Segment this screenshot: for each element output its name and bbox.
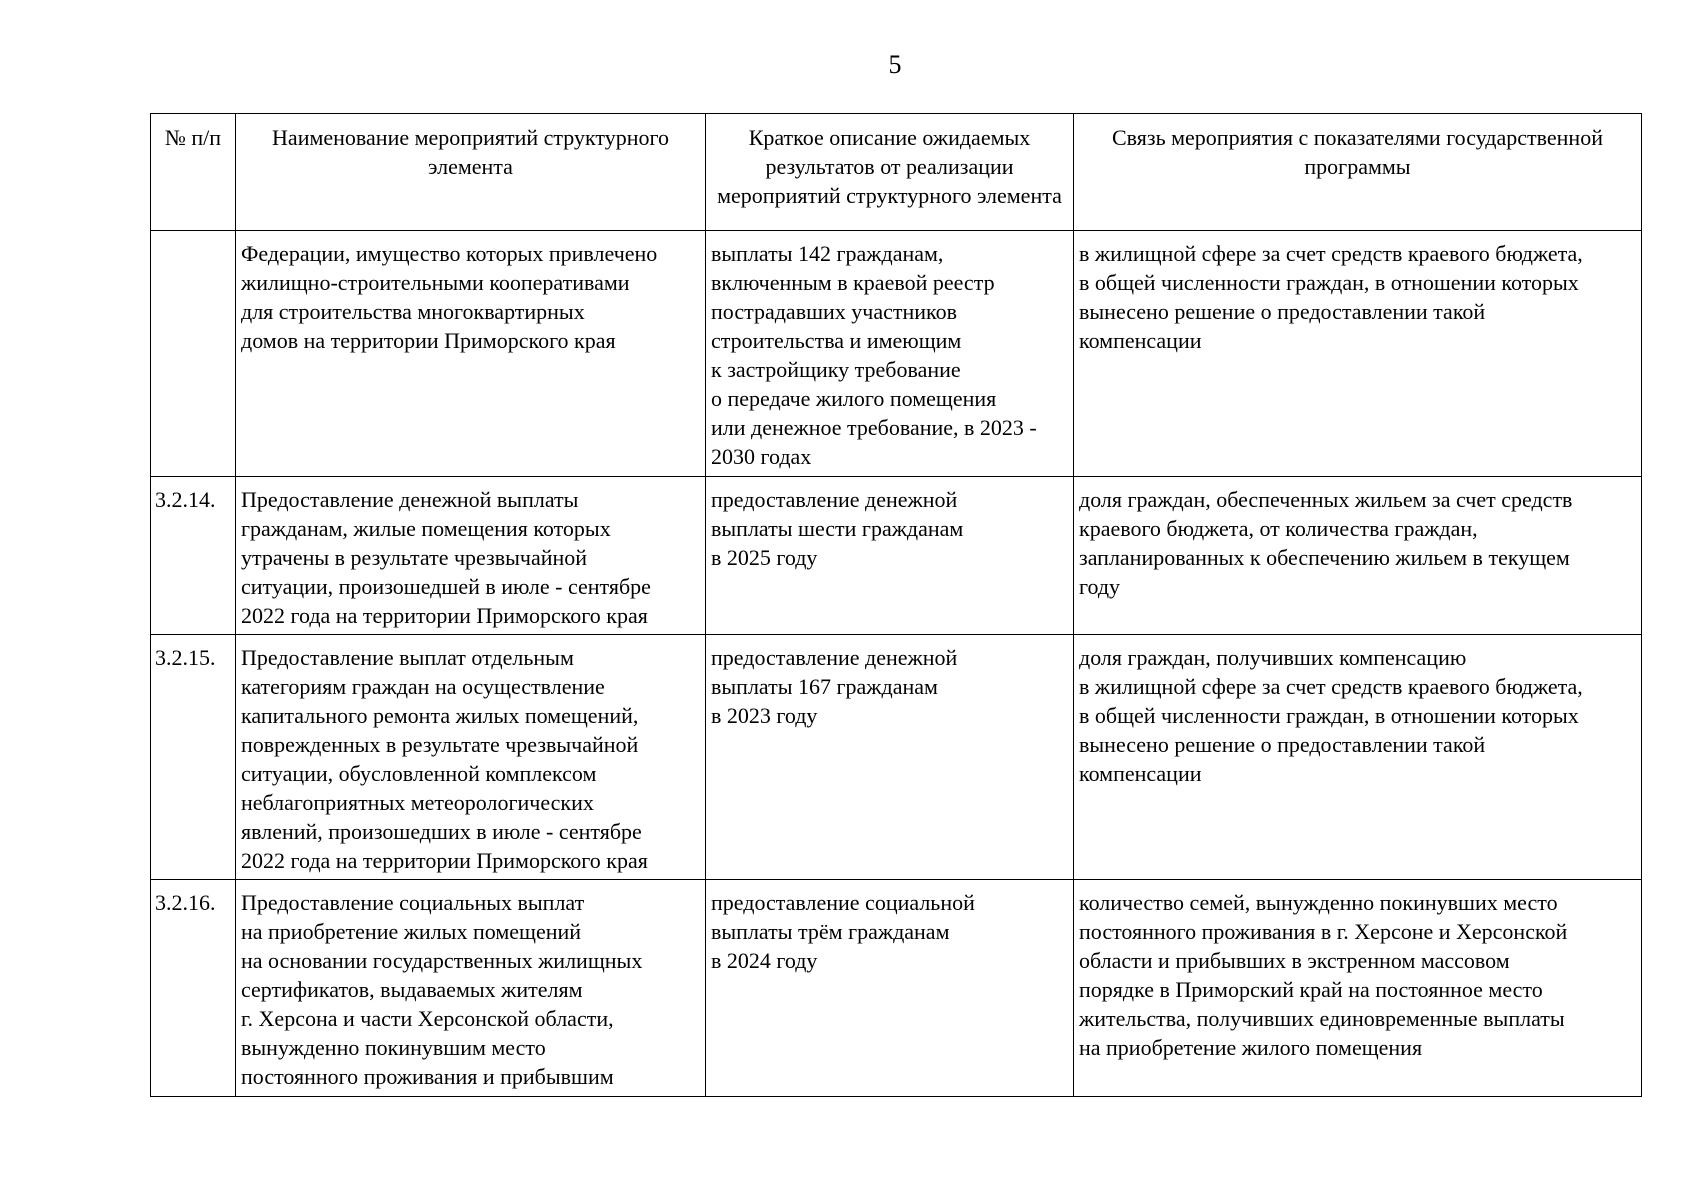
row-expected-result: выплаты 142 гражданам, включенным в краевой реестр пострадавших участников строительства и имеющим к застройщику требование о передаче жилого помещения или денежное требование, в 2023 - 2030 годах — [706, 231, 1074, 477]
row-expected-result: предоставление денежной выплаты шести гражданам в 2025 году — [706, 477, 1074, 635]
header-number: № п/п — [151, 114, 236, 231]
table-row — [151, 635, 1642, 880]
row-number: 3.2.16. — [151, 880, 236, 1097]
row-number: 3.2.14. — [151, 477, 236, 635]
row-measure-name: Предоставление денежной выплаты гражданам, жилые помещения которых утрачены в результате чрезвычайной ситуации, произошедшей в июле - сентябре 2022 года на территории Приморского края — [236, 477, 706, 635]
row-indicator-link: в жилищной сфере за счет средств краевого бюджета, в общей численности граждан, в отношении которых вынесено решение о предоставлении такой компенсации — [1074, 231, 1642, 477]
header-measure-name: Наименование мероприятий структурного элемента — [236, 114, 706, 231]
page-number: 5 — [888, 50, 902, 79]
row-number: 3.2.15. — [151, 635, 236, 880]
table-header-row — [151, 114, 1642, 231]
row-indicator-link: доля граждан, получивших компенсацию в жилищной сфере за счет средств краевого бюджета, в общей численности граждан, в отношении которых вынесено решение о предоставлении такой компенсации — [1074, 635, 1642, 880]
row-expected-result: предоставление денежной выплаты 167 гражданам в 2023 году — [706, 635, 1074, 880]
row-measure-name: Федерации, имущество которых привлечено жилищно-строительными кооперативами для строительства многоквартирных домов на территории Приморского края — [236, 231, 706, 477]
header-indicator-link: Связь мероприятия с показателями государственной программы — [1074, 114, 1642, 231]
measures-table — [150, 113, 1642, 1097]
row-indicator-link: доля граждан, обеспеченных жильем за счет средств краевого бюджета, от количества граждан, запланированных к обеспечению жильем в текущем году — [1074, 477, 1642, 635]
row-number — [151, 231, 236, 477]
table-row — [151, 231, 1642, 477]
header-expected-results: Краткое описание ожидаемых результатов от реализации мероприятий структурного элемента — [706, 114, 1074, 231]
row-measure-name: Предоставление социальных выплат на приобретение жилых помещений на основании государственных жилищных сертификатов, выдаваемых жителям г. Херсона и части Херсонской области, вынужденно покинувшим место постоянного проживания и прибывшим — [236, 880, 706, 1097]
row-measure-name: Предоставление выплат отдельным категориям граждан на осуществление капитального ремонта жилых помещений, поврежденных в результате чрезвычайной ситуации, обусловленной комплексом неблагоприятных метеорологических явлений, произошедших в июле - сентябре 2022 года на территории Приморского края — [236, 635, 706, 880]
table-row — [151, 880, 1642, 1097]
table-row — [151, 477, 1642, 635]
row-expected-result: предоставление социальной выплаты трём гражданам в 2024 году — [706, 880, 1074, 1097]
row-indicator-link: количество семей, вынужденно покинувших место постоянного проживания в г. Херсоне и Херсонской области и прибывших в экстренном массовом порядке в Приморский край на постоянное место жительства, получивших единовременные выплаты на приобретение жилого помещения — [1074, 880, 1642, 1097]
